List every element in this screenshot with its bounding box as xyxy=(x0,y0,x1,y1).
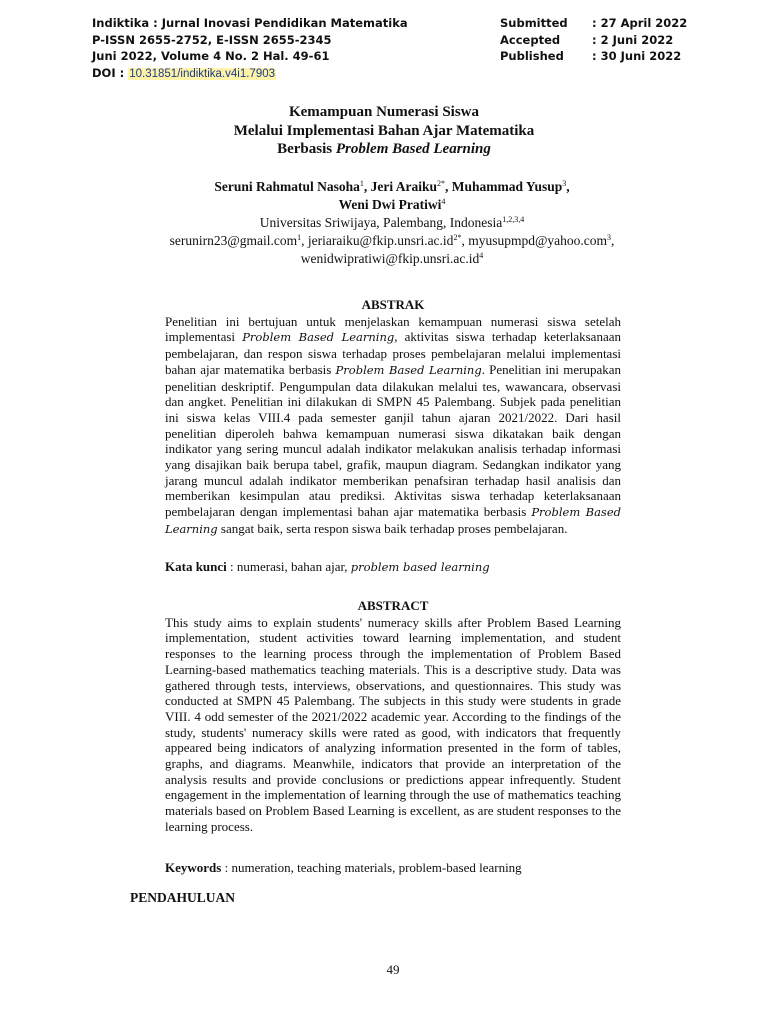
abstrak-italic: Problem Based Learning xyxy=(165,505,621,536)
abstrak-italic: Problem Based Learning xyxy=(242,330,395,345)
date-value: : 2 Juni 2022 xyxy=(592,32,674,47)
abstrak-italic: Problem Based Learning xyxy=(335,362,482,377)
date-label: Submitted xyxy=(500,16,568,30)
abstrak-body xyxy=(165,314,621,538)
kata-kunci-text: : numerasi, bahan ajar, xyxy=(226,559,351,574)
kata-kunci-label: Kata kunci xyxy=(165,559,227,574)
abstrak-text: . Penelitian ini merupakan penelitian deskriptif. Pengumpulan data dilakukan melalui tes, wawancara, observasi dan angket. Penelitian ini dilakukan di SMPN 45 Palembang. Subjek pada penelitian ini siswa kelas VIII.4 pada semester ganjil tahun ajaran 2021/2022. Dari hasil penelitian diperoleh bahwa kemampuan numerasi siswa dikatakan baik dengan indikator yang sering muncul adalah indikator melakukan analisis terhadap informasi yang disajikan baik berupa tabel, grafik, maupun diagram. Sedangkan indikator yang jarang muncul adalah indikator memberikan penafsiran terhadap hasil analisis dan memberikan kesimpulan atau prediksi. Aktivitas siswa terhadap keterlaksanaan pembelajaran dengan implementasi bahan ajar matematika berbasis xyxy=(165,361,621,520)
author-block xyxy=(0,178,768,268)
journal-name: Indiktika : Jurnal Inovasi Pendidikan Matematika xyxy=(92,16,408,30)
email-1[interactable]: serunirn23@gmail.com xyxy=(169,233,298,248)
section-heading-pendahuluan: PENDAHULUAN xyxy=(130,890,236,905)
title-line-1: Kemampuan Numerasi Siswa xyxy=(288,104,479,120)
abstrak-heading: ABSTRAK xyxy=(361,297,425,312)
doi-link[interactable]: 10.31851/indiktika.v4i1.7903 xyxy=(129,67,276,80)
email-2[interactable]: jeriaraiku@fkip.unsri.ac.id xyxy=(307,233,454,248)
date-value: : 30 Juni 2022 xyxy=(592,49,682,63)
author-emails-2 xyxy=(0,250,768,268)
author-3: Muhammad Yusup xyxy=(451,179,563,194)
title-prefix: Berbasis xyxy=(277,141,336,157)
abstract-body: This study aims to explain students' numeracy skills after Problem Based Learning implementation, student activities toward learning implementation, and student responses to the learning process through the implementation of Problem Based Learning-based mathematics teaching materials. This is a descriptive study. Data was gathered through tests, interviews, observations, and questionnaires. This study was conducted at SMPN 45 Palembang. The subjects in this study were students in grade VIII. 4 odd semester of the 2021/2022 academic year. According to the findings of the study, students' numeracy skills were rated as good, with indicators that frequently appeared being indicators of analyzing information presented in the form of tables, graphs, and diagrams. Meanwhile, indicators that provide an interpretation of the analysis results and provide conclusions or predictions appear infrequently. Student engagement in the implementation of learning through the use of mathematics teaching materials based on Problem Based Learning is excellent, as are student responses to the learning process. xyxy=(165,614,621,834)
abstrak-text: sangat baik, serta respon siswa baik terhadap proses pembelajaran. xyxy=(217,520,568,536)
date-row-submitted xyxy=(500,15,687,32)
author-sup: 3 xyxy=(562,179,567,188)
abstrak-text: Penelitian ini bertujuan untuk menjelaskan kemampuan numerasi siswa setelah implementasi xyxy=(165,313,621,345)
author-sup: 2* xyxy=(437,179,446,188)
author-4: Weni Dwi Pratiwi xyxy=(338,197,442,212)
abstrak-text: , aktivitas siswa terhadap keterlaksanaan pembelajaran, dan respon siswa terhadap proses pembelajaran melalui implementasi bahan ajar matematika berbasis xyxy=(165,329,621,377)
author-names: Seruni Rahmatul Nasoha$^1$, Jeri Araiku$^{2*}$, Muhammad Yusup$^3$, xyxy=(214,179,570,194)
title-line-2: Melalui Implementasi Bahan Ajar Matematika xyxy=(233,122,535,139)
kata-kunci xyxy=(165,559,625,575)
date-label: Published xyxy=(500,49,564,63)
author-sup: 4 xyxy=(441,197,446,206)
abstract-heading: ABSTRACT xyxy=(357,598,429,613)
author-names-2 xyxy=(0,196,768,214)
email-4[interactable]: wenidwipratiwi@fkip.unsri.ac.id xyxy=(300,251,480,266)
abstract-section xyxy=(165,598,621,835)
journal-header xyxy=(92,15,408,82)
title-line-3 xyxy=(0,140,768,159)
keywords-text: : numeration, teaching materials, problem-based learning xyxy=(221,860,522,875)
author-2: Jeri Araiku xyxy=(370,179,438,194)
journal-issn: P-ISSN 2655-2752, E-ISSN 2655-2345 xyxy=(92,32,332,47)
author-emails: serunirn23@gmail.com$^1$, $jeriaraiku@fkip.unsri.ac.id^{2*}$, myusupmpd@yahoo.com$^3$, xyxy=(169,233,615,248)
submission-dates xyxy=(500,15,687,65)
date-value: : 27 April 2022 xyxy=(592,16,688,30)
doi-line xyxy=(92,65,408,83)
affiliation-text: Universitas Sriwijaya, Palembang, Indonesia xyxy=(259,215,503,230)
keywords xyxy=(165,860,625,876)
kata-kunci-italic: problem based learning xyxy=(350,560,490,574)
journal-volume: Juni 2022, Volume 4 No. 2 Hal. 49-61 xyxy=(92,49,330,63)
date-row-published xyxy=(500,48,687,65)
keywords-label: Keywords xyxy=(165,860,222,875)
email-sup: 4 xyxy=(479,251,484,260)
paper-title xyxy=(0,103,768,159)
email-3[interactable]: myusupmpd@yahoo.com xyxy=(468,233,607,248)
title-italic: Problem Based Learning xyxy=(335,141,491,157)
author-sup: 1 xyxy=(359,179,364,188)
author-1: Seruni Rahmatul Nasoha xyxy=(214,179,360,194)
page-number: 49 xyxy=(386,962,400,977)
email-sup: 3 xyxy=(606,233,611,242)
date-row-accepted xyxy=(500,32,687,49)
affiliation xyxy=(0,214,768,232)
abstrak-section xyxy=(165,297,621,538)
doi-label: DOI : xyxy=(92,65,125,80)
email-sup: 2* xyxy=(453,233,462,242)
date-label: Accepted xyxy=(500,32,561,47)
email-sup: 1 xyxy=(297,233,302,242)
affiliation-sup: 1,2,3,4 xyxy=(502,215,525,224)
